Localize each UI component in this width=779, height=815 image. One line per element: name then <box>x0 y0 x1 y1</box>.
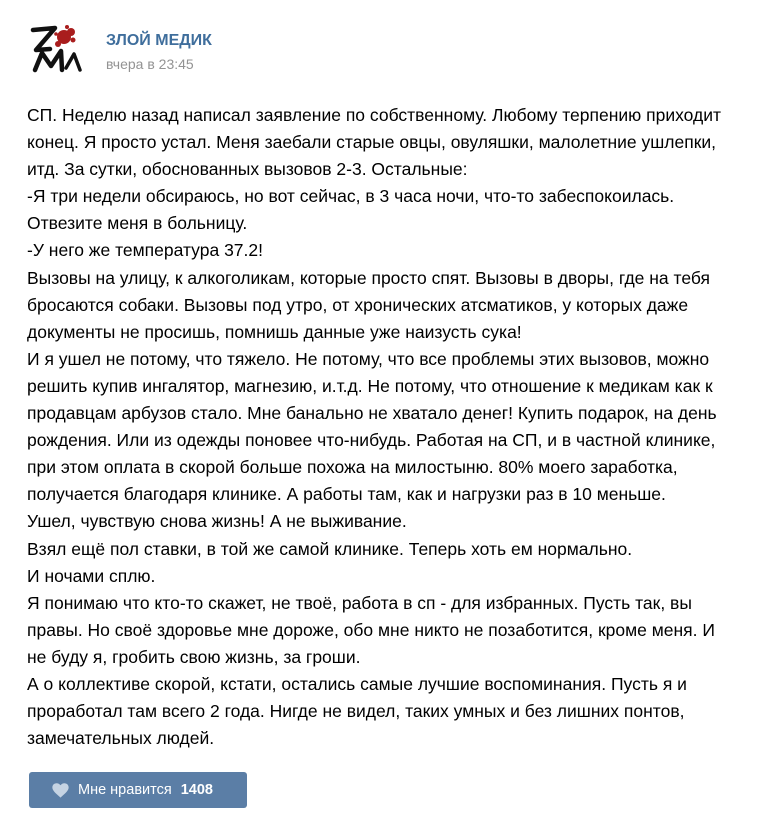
post-text-line: правы. Но своё здоровье мне дороже, обо мне никто не позаботится, кроме меня. И <box>27 619 715 640</box>
post-text-line: не буду я, гробить свою жизнь, за гроши. <box>27 646 361 667</box>
post-text-line: И я ушел не потому, что тяжело. Не потому, что все проблемы этих вызовов, можно <box>27 348 710 369</box>
post-text-line: документы не просишь, помнишь данные уже наизусть сука! <box>27 321 522 342</box>
author-block <box>106 32 212 72</box>
post-text-line: замечательных людей. <box>27 728 215 749</box>
heart-icon <box>52 783 69 798</box>
post-text-line: И ночами сплю. <box>27 565 156 586</box>
post-text-line: -У него же температура 37.2! <box>27 240 263 261</box>
post-text-line: решить купив ингалятор, магнезию, и.т.д. Не потому, что отношение к медикам как к <box>27 375 713 396</box>
like-button[interactable] <box>29 772 247 808</box>
post-text-line: А о коллективе скорой, кстати, остались самые лучшие воспоминания. Пусть я и <box>27 673 687 694</box>
zm-logo-icon[interactable] <box>26 20 86 80</box>
post-text-line: Я понимаю что кто-то скажет, не твоё, работа в сп - для избранных. Пусть так, вы <box>27 592 692 613</box>
post-text-line: -Я три недели обсираюсь, но вот сейчас, в 3 часа ночи, что-то забеспокоилась. <box>27 186 675 207</box>
like-label: Мне нравится <box>78 782 172 798</box>
post-text <box>27 102 762 752</box>
like-count: 1408 <box>180 782 213 798</box>
post-text-line: Ушел, чувствую снова жизнь! А не выживание. <box>27 511 407 532</box>
post-text-line: СП. Неделю назад написал заявление по собственному. Любому терпению приходит <box>27 105 722 125</box>
post-text-line: итд. За сутки, обоснованных вызовов 2-3. Остальные: <box>27 159 468 180</box>
post-text-line: Отвезите меня в больницу. <box>27 213 248 234</box>
post-time[interactable]: вчера в 23:45 <box>106 56 194 72</box>
post-text-line: конец. Я просто устал. Меня заебали старые овцы, овуляшки, малолетние ушлепки, <box>27 132 717 153</box>
post-header <box>26 20 212 76</box>
post-text-line: продавцам арбузов стало. Мне банально не хватало денег! Купить подарок, на день <box>27 403 717 424</box>
post-text-line: проработал там всего 2 года. Нигде не видел, таких умных и без лишних понтов, <box>27 701 685 722</box>
post-text-line: бросаются собаки. Вызовы под утро, от хронических атсматиков, у которых даже <box>27 294 689 315</box>
post-text-line: при этом оплата в скорой больше похожа на милостыню. 80% моего заработка, <box>27 457 678 478</box>
author-name[interactable]: ЗЛОЙ МЕДИК <box>106 32 212 49</box>
post-text-line: Взял ещё пол ставки, в той же самой клинике. Теперь хоть ем нормально. <box>27 538 633 559</box>
post-text-line: получается благодаря клинике. А работы там, как и нагрузки раз в 10 меньше. <box>27 484 666 505</box>
post-text-line: рождения. Или из одежды поновее что-нибудь. Работая на СП, и в частной клинике, <box>27 430 716 451</box>
post-text-line: Вызовы на улицу, к алкоголикам, которые просто спят. Вызовы в дворы, где на тебя <box>27 267 710 288</box>
